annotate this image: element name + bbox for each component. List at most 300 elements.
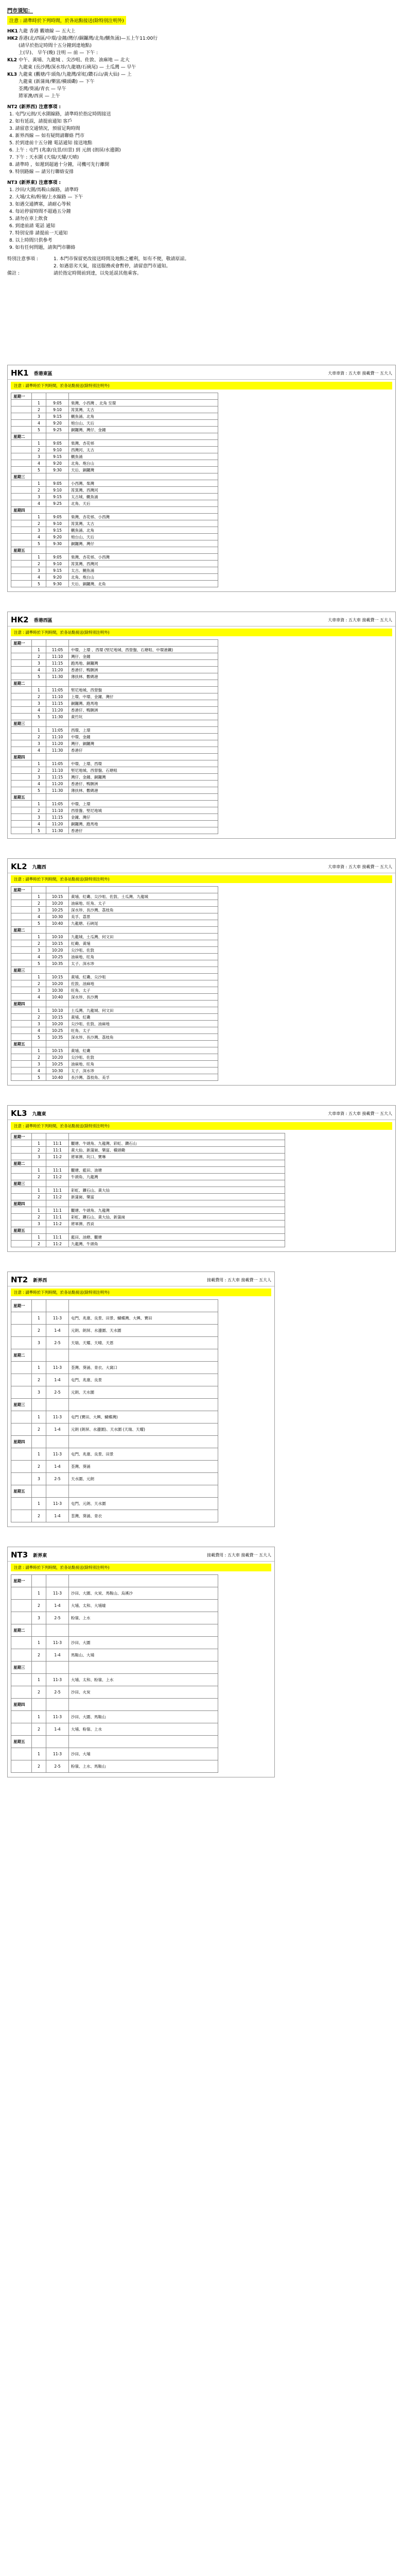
pickup-time: 9:25 bbox=[46, 427, 69, 433]
pickup-locations: 天后、銅鑼灣、北角 bbox=[69, 581, 218, 587]
table-row bbox=[11, 1362, 218, 1374]
pickup-time: 11:2 bbox=[46, 1174, 69, 1180]
day-header-stops bbox=[69, 1300, 218, 1312]
row-spacer bbox=[11, 1337, 32, 1349]
notice-line-text: 荃灣/葵涌/青衣 — 早午 bbox=[19, 87, 66, 92]
notice-line-text: 將軍澳/西貢 — 上午 bbox=[19, 94, 60, 99]
day-header-row bbox=[11, 640, 218, 647]
day-header-stops bbox=[69, 1349, 218, 1362]
row-spacer bbox=[11, 554, 32, 561]
pickup-locations: 銅鑼灣、跑馬地 bbox=[69, 700, 218, 707]
table-row bbox=[11, 420, 218, 427]
day-header-row bbox=[11, 794, 218, 801]
day-header-time bbox=[46, 1436, 69, 1448]
row-spacer bbox=[11, 1686, 32, 1699]
row-spacer bbox=[11, 581, 32, 587]
pickup-locations: 土瓜灣、九龍城、何文田 bbox=[69, 1007, 218, 1014]
row-spacer bbox=[11, 1214, 32, 1221]
pickup-time: 2-5 bbox=[46, 1686, 69, 1699]
day-header-num bbox=[32, 1349, 46, 1362]
row-spacer bbox=[11, 1498, 32, 1510]
stop-number: 1 bbox=[32, 1498, 46, 1510]
day-header-stops bbox=[69, 794, 218, 801]
pickup-time: 11:2 bbox=[46, 1154, 69, 1160]
table-row bbox=[11, 440, 218, 447]
row-spacer bbox=[11, 413, 32, 420]
stop-number: 2 bbox=[32, 1241, 46, 1247]
day-header-stops bbox=[69, 1200, 285, 1207]
row-spacer bbox=[11, 460, 32, 467]
row-spacer bbox=[11, 807, 32, 814]
table-row bbox=[11, 1461, 218, 1473]
pickup-locations: 屯門 (寶田、大興、蝴蝶灣) bbox=[69, 1411, 218, 1423]
row-spacer bbox=[11, 561, 32, 567]
stop-number: 3 bbox=[32, 1473, 46, 1485]
stop-number: 2 bbox=[32, 1054, 46, 1061]
day-header-row bbox=[11, 1624, 218, 1637]
table-row bbox=[11, 774, 218, 781]
day-label: 星期三 bbox=[11, 1662, 32, 1674]
pickup-time: 11:10 bbox=[46, 653, 69, 660]
nt2-notice-line: 3. 請留意交通情況，預留足夠時間 bbox=[9, 126, 80, 131]
pickup-time: 11:20 bbox=[46, 707, 69, 714]
table-row bbox=[11, 980, 218, 987]
nt3-notice-line: 2. 大埔/太和/粉嶺/上水線路 — 下午 bbox=[9, 195, 83, 200]
day-header-time bbox=[46, 1736, 69, 1748]
pickup-locations: 黃大仙、新蒲崗、樂富、橫頭磡 bbox=[69, 1147, 285, 1154]
pickup-time: 9:10 bbox=[46, 520, 69, 527]
row-spacer bbox=[11, 427, 32, 433]
notice-line-text: 上(早)、 早午(晚) 注明 — 前 — 下午 : bbox=[19, 50, 98, 56]
pickup-locations: 美孚、荔景 bbox=[69, 913, 218, 920]
pickup-time: 10:40 bbox=[46, 994, 69, 1001]
route-table bbox=[11, 1299, 218, 1522]
stop-number: 3 bbox=[32, 1612, 46, 1624]
table-row bbox=[11, 540, 218, 547]
table-row bbox=[11, 1473, 218, 1485]
pickup-time: 11-3 bbox=[46, 1587, 69, 1600]
day-header-num bbox=[32, 720, 46, 727]
row-spacer bbox=[11, 907, 32, 913]
pickup-locations: 炮台山、天后 bbox=[69, 420, 218, 427]
row-spacer bbox=[11, 673, 32, 680]
table-row bbox=[11, 1748, 218, 1760]
table-row bbox=[11, 687, 218, 693]
row-spacer bbox=[11, 987, 32, 994]
row-spacer bbox=[11, 1061, 32, 1067]
pickup-time: 11-3 bbox=[46, 1411, 69, 1423]
route-code: NT2 bbox=[11, 1275, 28, 1284]
notice-banner: 注意 : 請準時於下列時間，於各站點接送(除特別注明外) bbox=[7, 16, 126, 25]
table-row bbox=[11, 1510, 218, 1522]
day-header-time bbox=[46, 1575, 69, 1587]
table-row bbox=[11, 974, 218, 980]
stop-number: 2 bbox=[32, 940, 46, 947]
notice-line bbox=[7, 64, 396, 71]
table-row bbox=[11, 934, 218, 940]
row-spacer bbox=[11, 1649, 32, 1662]
day-header-row bbox=[11, 393, 218, 400]
stop-number: 3 bbox=[32, 740, 46, 747]
pickup-time: 11:05 bbox=[46, 760, 69, 767]
route-table bbox=[11, 1133, 285, 1247]
day-header-num bbox=[32, 967, 46, 974]
stop-number: 4 bbox=[32, 781, 46, 787]
route-block-hk2 bbox=[7, 612, 396, 839]
pickup-locations: 黃竹坑 bbox=[69, 714, 218, 720]
route-banner: 注意 : 請準時於下列時間，於各站點接送(除特別注明外) bbox=[11, 629, 392, 636]
row-spacer bbox=[11, 514, 32, 520]
table-row bbox=[11, 954, 218, 960]
table-row bbox=[11, 1423, 218, 1436]
table-row bbox=[11, 1214, 285, 1221]
stop-number: 3 bbox=[32, 453, 46, 460]
notice-line bbox=[7, 57, 396, 64]
table-row bbox=[11, 900, 218, 907]
pickup-time: 11:30 bbox=[46, 747, 69, 754]
row-spacer bbox=[11, 1014, 32, 1021]
stop-number: 4 bbox=[32, 534, 46, 540]
pickup-time: 2-5 bbox=[46, 1760, 69, 1773]
route-code: KL3 bbox=[11, 1109, 27, 1118]
stop-number: 1 bbox=[32, 1140, 46, 1147]
table-row bbox=[11, 1649, 218, 1662]
table-row bbox=[11, 781, 218, 787]
day-label: 星期二 bbox=[11, 927, 32, 934]
day-header-row bbox=[11, 1133, 285, 1140]
pickup-locations: 元朗、朗屏、水邊圍、天水圍 bbox=[69, 1325, 218, 1337]
pickup-locations: 尖沙咀、佐敦、油麻地 bbox=[69, 1021, 218, 1027]
stop-number: 1 bbox=[32, 1748, 46, 1760]
day-label: 星期一 bbox=[11, 1575, 32, 1587]
remark-text-3: 請於指定時間前到達，以免延誤其他乘客。 bbox=[54, 271, 142, 276]
stop-number: 5 bbox=[32, 540, 46, 547]
pickup-locations: 大埔、太和、粉嶺、上水 bbox=[69, 1674, 218, 1686]
pickup-time: 11:20 bbox=[46, 740, 69, 747]
stop-number: 1 bbox=[32, 1007, 46, 1014]
pickup-time: 10:25 bbox=[46, 1027, 69, 1034]
table-row bbox=[11, 1067, 218, 1074]
pickup-locations: 牛頭角、九龍灣 bbox=[69, 1174, 285, 1180]
stop-number: 2 bbox=[32, 1461, 46, 1473]
table-row bbox=[11, 1021, 218, 1027]
store-notice bbox=[7, 6, 396, 277]
table-row bbox=[11, 760, 218, 767]
table-row bbox=[11, 1194, 285, 1200]
day-header-stops bbox=[69, 547, 218, 554]
route-area: 香港東區 bbox=[33, 371, 52, 377]
pickup-time: 9:05 bbox=[46, 400, 69, 406]
day-label: 星期五 bbox=[11, 547, 32, 554]
notice-line-code: HK2 bbox=[7, 36, 18, 41]
stop-number: 4 bbox=[32, 574, 46, 581]
day-label: 星期二 bbox=[11, 1624, 32, 1637]
day-label: 星期四 bbox=[11, 1436, 32, 1448]
pickup-time: 9:20 bbox=[46, 420, 69, 427]
day-header-row bbox=[11, 1227, 285, 1234]
pickup-locations: 鰂魚涌 bbox=[69, 453, 218, 460]
notice-line-text: 九龍 香港 觀塘線 — 五大上 bbox=[19, 29, 76, 34]
day-header-stops bbox=[69, 640, 218, 647]
notice-line bbox=[7, 86, 396, 93]
day-header-stops bbox=[69, 1399, 218, 1411]
pickup-locations: 太子、深水埗 bbox=[69, 960, 218, 967]
nt2-notice-line: 1. 屯門/元朗/天水圍線路，請準時於指定時間接送 bbox=[9, 112, 111, 117]
day-header-num bbox=[32, 1160, 46, 1167]
day-header-stops bbox=[69, 1736, 218, 1748]
day-header-time bbox=[46, 1200, 69, 1207]
nt2-notice-line: 4. 新界西線 — 如有疑問請聯絡 門市 bbox=[9, 133, 85, 139]
pickup-locations: 柴灣、杏花邨、小西灣 bbox=[69, 554, 218, 561]
pickup-time: 11-3 bbox=[46, 1448, 69, 1461]
remark-row-3 bbox=[7, 270, 396, 277]
stop-number: 2 bbox=[32, 1686, 46, 1699]
pickup-locations: 北角、炮台山 bbox=[69, 460, 218, 467]
day-header-row bbox=[11, 887, 218, 893]
stop-number: 2 bbox=[32, 1374, 46, 1386]
stop-number: 1 bbox=[32, 514, 46, 520]
day-header-stops bbox=[69, 1624, 218, 1637]
day-label: 星期二 bbox=[11, 1160, 32, 1167]
stop-number: 3 bbox=[32, 947, 46, 954]
table-row bbox=[11, 494, 218, 500]
day-header-stops bbox=[69, 680, 218, 687]
nt3-notice-line: 7. 特別安排 請提前一天通知 bbox=[9, 231, 68, 236]
row-spacer bbox=[11, 1386, 32, 1399]
pickup-locations: 沙田、大圍、馬鞍山 bbox=[69, 1711, 218, 1723]
table-row bbox=[11, 960, 218, 967]
stop-number: 3 bbox=[32, 1061, 46, 1067]
row-spacer bbox=[11, 467, 32, 473]
pickup-time: 9:15 bbox=[46, 453, 69, 460]
pickup-time: 11:1 bbox=[46, 1147, 69, 1154]
stop-number: 1 bbox=[32, 1362, 46, 1374]
row-spacer bbox=[11, 1411, 32, 1423]
pickup-locations: 尖沙咀、佐敦 bbox=[69, 1054, 218, 1061]
pickup-locations: 尖沙咀、佐敦 bbox=[69, 947, 218, 954]
row-spacer bbox=[11, 667, 32, 673]
pickup-locations: 屯門、元朗、天水圍 bbox=[69, 1498, 218, 1510]
stop-number: 5 bbox=[32, 920, 46, 927]
day-header-row bbox=[11, 680, 218, 687]
pickup-locations: 元朗、天水圍 bbox=[69, 1386, 218, 1399]
pickup-locations: 深水埗、長沙灣、荔枝角 bbox=[69, 1034, 218, 1041]
day-header-time bbox=[46, 720, 69, 727]
table-row bbox=[11, 520, 218, 527]
row-spacer bbox=[11, 827, 32, 834]
day-label: 星期五 bbox=[11, 1227, 32, 1234]
table-row bbox=[11, 1637, 218, 1649]
route-code: KL2 bbox=[11, 862, 27, 871]
day-label: 星期五 bbox=[11, 1485, 32, 1498]
notice-line-text: (請早於指定時間十五分鐘到達地點) bbox=[19, 43, 92, 48]
pickup-locations: 西營盤、堅尼地城 bbox=[69, 807, 218, 814]
table-row bbox=[11, 660, 218, 667]
route-table bbox=[11, 886, 218, 1081]
day-header-row bbox=[11, 1699, 218, 1711]
day-header-time bbox=[46, 1699, 69, 1711]
nt3-notice-lines bbox=[7, 187, 396, 251]
table-row bbox=[11, 734, 218, 740]
day-header-row bbox=[11, 1001, 218, 1007]
pickup-time: 1-4 bbox=[46, 1510, 69, 1522]
day-header-time bbox=[46, 393, 69, 400]
pickup-time: 10:25 bbox=[46, 907, 69, 913]
day-header-num bbox=[32, 1485, 46, 1498]
pickup-time: 9:05 bbox=[46, 514, 69, 520]
day-label: 星期三 bbox=[11, 720, 32, 727]
stop-number: 2 bbox=[32, 1510, 46, 1522]
route-fees: 大車車資 : 五大車 接載費一 五大人 bbox=[328, 1111, 392, 1116]
day-label: 星期二 bbox=[11, 433, 32, 440]
stop-number: 1 bbox=[32, 1187, 46, 1194]
stop-number: 3 bbox=[32, 987, 46, 994]
stop-number: 1 bbox=[32, 1234, 46, 1241]
day-header-stops bbox=[69, 1041, 218, 1047]
pickup-time: 9:15 bbox=[46, 494, 69, 500]
table-row bbox=[11, 514, 218, 520]
stop-number: 5 bbox=[32, 427, 46, 433]
route-fees: 接載費用 : 五大車 接載費一 五大人 bbox=[207, 1277, 271, 1282]
pickup-locations: 銅鑼灣、跑馬地 bbox=[69, 821, 218, 827]
stop-number: 1 bbox=[32, 554, 46, 561]
row-spacer bbox=[11, 1007, 32, 1014]
notice-line bbox=[7, 49, 396, 57]
pickup-locations: 北角、天后 bbox=[69, 500, 218, 507]
pickup-time: 11:15 bbox=[46, 700, 69, 707]
pickup-time: 10:10 bbox=[46, 1007, 69, 1014]
table-row bbox=[11, 1061, 218, 1067]
row-spacer bbox=[11, 1194, 32, 1200]
day-label: 星期一 bbox=[11, 887, 32, 893]
row-spacer bbox=[11, 453, 32, 460]
pickup-time: 2-5 bbox=[46, 1612, 69, 1624]
day-label: 星期四 bbox=[11, 1200, 32, 1207]
day-header-time bbox=[46, 1485, 69, 1498]
route-fees: 大車車資 : 五大車 接載費一 五大人 bbox=[328, 864, 392, 869]
notice-line bbox=[7, 93, 396, 100]
day-header-time bbox=[46, 433, 69, 440]
row-spacer bbox=[11, 1325, 32, 1337]
table-row bbox=[11, 1325, 218, 1337]
table-row bbox=[11, 581, 218, 587]
pickup-time: 1-4 bbox=[46, 1325, 69, 1337]
day-label: 星期一 bbox=[11, 640, 32, 647]
day-header-row bbox=[11, 927, 218, 934]
pickup-locations: 香港仔、鴨脷洲 bbox=[69, 781, 218, 787]
stop-number: 1 bbox=[32, 400, 46, 406]
day-header-stops bbox=[69, 1662, 218, 1674]
day-header-time bbox=[46, 1133, 69, 1140]
table-row bbox=[11, 667, 218, 673]
stop-number: 3 bbox=[32, 660, 46, 667]
pickup-time: 10:20 bbox=[46, 900, 69, 907]
stop-number: 1 bbox=[32, 801, 46, 807]
row-spacer bbox=[11, 1674, 32, 1686]
row-spacer bbox=[11, 1234, 32, 1241]
stop-number: 2 bbox=[32, 1014, 46, 1021]
row-spacer bbox=[11, 494, 32, 500]
day-header-row bbox=[11, 1180, 285, 1187]
pickup-locations: 觀塘、牛頭角、九龍灣、彩虹、鑽石山 bbox=[69, 1140, 285, 1147]
table-row bbox=[11, 574, 218, 581]
pickup-time: 1-4 bbox=[46, 1374, 69, 1386]
day-header-stops bbox=[69, 927, 218, 934]
table-row bbox=[11, 1374, 218, 1386]
pickup-time: 1-4 bbox=[46, 1649, 69, 1662]
pickup-time: 10:20 bbox=[46, 1054, 69, 1061]
day-header-num bbox=[32, 927, 46, 934]
stop-number: 4 bbox=[32, 667, 46, 673]
pickup-time: 11:20 bbox=[46, 821, 69, 827]
stop-number: 2 bbox=[32, 734, 46, 740]
day-header-time bbox=[46, 1227, 69, 1234]
table-row bbox=[11, 714, 218, 720]
row-spacer bbox=[11, 700, 32, 707]
stop-number: 2 bbox=[32, 900, 46, 907]
row-spacer bbox=[11, 980, 32, 987]
table-row bbox=[11, 1147, 285, 1154]
stop-number: 4 bbox=[32, 707, 46, 714]
pickup-locations: 香港仔、鴨脷洲 bbox=[69, 707, 218, 714]
row-spacer bbox=[11, 1760, 32, 1773]
day-header-num bbox=[32, 1699, 46, 1711]
table-row bbox=[11, 1047, 218, 1054]
pickup-time: 2-5 bbox=[46, 1337, 69, 1349]
route-block-header bbox=[8, 1272, 274, 1286]
day-header-row bbox=[11, 1200, 285, 1207]
stop-number: 4 bbox=[32, 747, 46, 754]
table-row bbox=[11, 920, 218, 927]
pickup-time: 11:10 bbox=[46, 807, 69, 814]
route-block-header bbox=[8, 1106, 395, 1120]
table-row bbox=[11, 1234, 285, 1241]
pickup-locations: 柴灣、杏花邨 bbox=[69, 440, 218, 447]
pickup-time: 11:1 bbox=[46, 1234, 69, 1241]
notice-line-code bbox=[7, 93, 19, 100]
day-label: 星期五 bbox=[11, 1736, 32, 1748]
row-spacer bbox=[11, 687, 32, 693]
day-header-num bbox=[32, 507, 46, 514]
route-code: HK2 bbox=[11, 615, 29, 624]
pickup-time: 10:15 bbox=[46, 940, 69, 947]
day-label: 星期四 bbox=[11, 754, 32, 760]
row-spacer bbox=[11, 574, 32, 581]
day-header-stops bbox=[69, 754, 218, 760]
table-row bbox=[11, 787, 218, 794]
route-banner: 注意 : 請準時於下列時間，於各站點接送(除特別注明外) bbox=[11, 1122, 392, 1130]
pickup-time: 10:30 bbox=[46, 913, 69, 920]
stop-number: 2 bbox=[32, 1147, 46, 1154]
nt3-notice-line: 5. 請勿在車上飲食 bbox=[9, 216, 48, 222]
day-header-row bbox=[11, 473, 218, 480]
row-spacer bbox=[11, 1154, 32, 1160]
day-header-time bbox=[46, 1180, 69, 1187]
row-spacer bbox=[11, 1187, 32, 1194]
pickup-locations: 筲箕灣、太古 bbox=[69, 406, 218, 413]
row-spacer bbox=[11, 913, 32, 920]
stop-number: 1 bbox=[32, 480, 46, 487]
row-spacer bbox=[11, 647, 32, 653]
row-spacer bbox=[11, 1167, 32, 1174]
row-spacer bbox=[11, 534, 32, 540]
pickup-locations: 西環、上環 bbox=[69, 727, 218, 734]
pickup-time: 1-4 bbox=[46, 1600, 69, 1612]
table-row bbox=[11, 1140, 285, 1147]
row-spacer bbox=[11, 1021, 32, 1027]
nt2-notice-line: 9. 特別路線 — 請另行聯絡安排 bbox=[9, 170, 74, 175]
route-banner: 注意 : 請準時於下列時間，於各站點接送(除特別注明外) bbox=[11, 875, 392, 883]
